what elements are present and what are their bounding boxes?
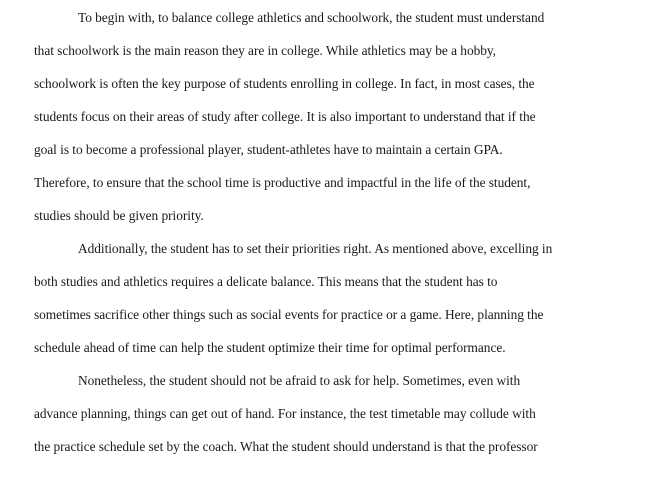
text-line: advance planning, things can get out of hand. For instance, the test timetable may collude with <box>34 406 536 421</box>
text-line: students focus on their areas of study after college. It is also important to understand that if the <box>34 109 536 124</box>
text-line: Additionally, the student has to set their priorities right. As mentioned above, excelling in <box>78 241 553 256</box>
text-line: the practice schedule set by the coach. What the student should understand is that the professor <box>34 439 538 454</box>
text-line: schoolwork is often the key purpose of students enrolling in college. In fact, in most cases, the <box>34 76 535 91</box>
text-line: Therefore, to ensure that the school time is productive and impactful in the life of the student, <box>34 175 531 190</box>
text-line: sometimes sacrifice other things such as social events for practice or a game. Here, planning the <box>34 307 544 322</box>
text-line: both studies and athletics requires a delicate balance. This means that the student has to <box>34 274 498 289</box>
text-line: Nonetheless, the student should not be afraid to ask for help. Sometimes, even with <box>78 373 521 388</box>
text-line: goal is to become a professional player, student-athletes have to maintain a certain GPA. <box>34 142 503 157</box>
text-line: that schoolwork is the main reason they are in college. While athletics may be a hobby, <box>34 43 496 58</box>
text-line: studies should be given priority. <box>34 208 204 223</box>
text-line: To begin with, to balance college athletics and schoolwork, the student must understand <box>78 10 545 25</box>
text-line: schedule ahead of time can help the student optimize their time for optimal performance. <box>34 340 506 355</box>
